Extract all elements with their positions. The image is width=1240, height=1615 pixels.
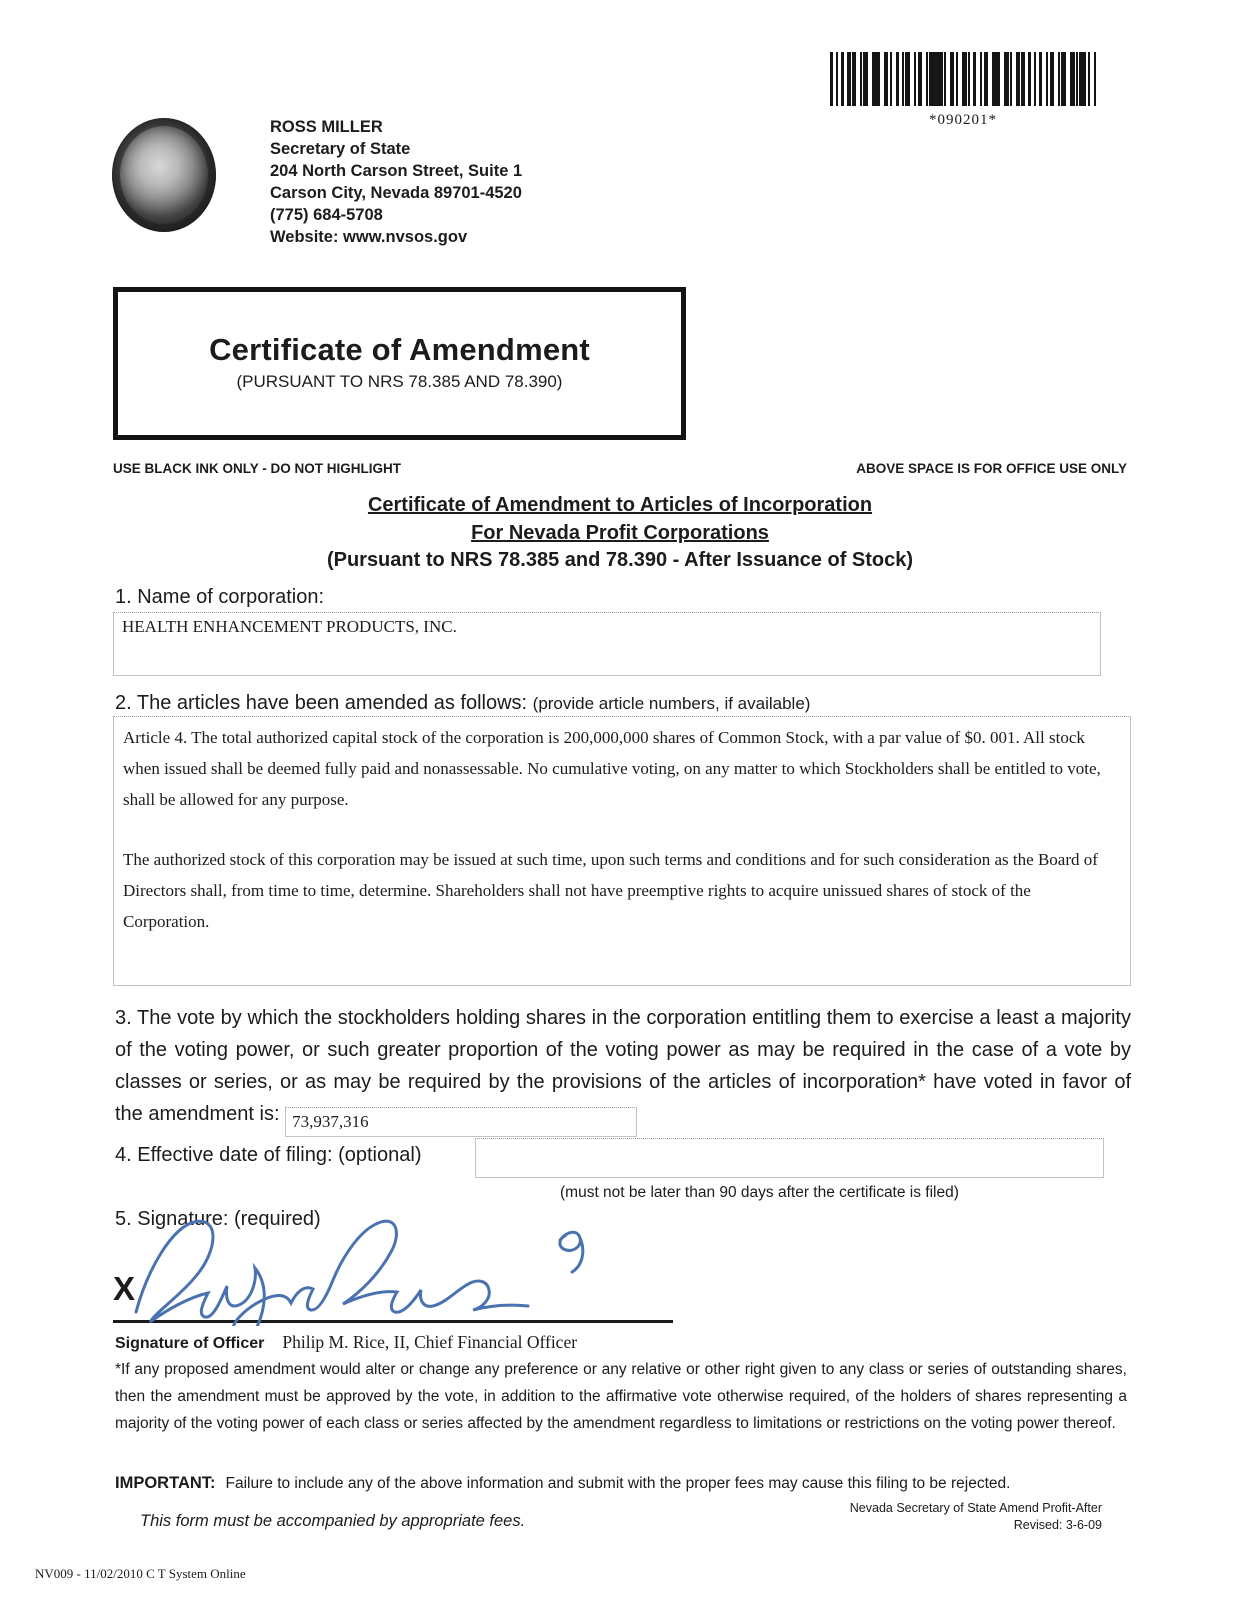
section2-label-note: (provide article numbers, if available)	[532, 694, 811, 713]
important-notice	[115, 1474, 1127, 1493]
phone-number: (775) 684-5708	[270, 206, 383, 224]
black-ink-instruction: USE BLACK INK ONLY - DO NOT HIGHLIGHT	[113, 461, 402, 476]
important-label: IMPORTANT:	[115, 1474, 216, 1492]
barcode-icon	[830, 52, 1096, 106]
heading-line1: Certificate of Amendment to Articles of Incorporation	[367, 494, 873, 516]
asterisk-footnote: *If any proposed amendment would alter or change any preference or any relative or other right given to any class or series of outstanding shares, then the amendment must be approved by the vote, in addition to the affirmative vote otherwise required, of the holders of shares representing a majority of the voting power of each class or series affected by the amendment regardless to limitations or restrictions on the voting power thereof.	[115, 1361, 1127, 1432]
section5-label: 5. Signature: (required)	[115, 1208, 321, 1230]
form-title-statute: (PURSUANT TO NRS 78.385 AND 78.390)	[236, 372, 563, 391]
signature-caption-row	[115, 1332, 577, 1353]
address-line2: Carson City, Nevada 89701-4520	[270, 184, 522, 202]
website-line: Website: www.nvsos.gov	[270, 228, 468, 246]
official-title: Secretary of State	[270, 140, 411, 158]
official-name: ROSS MILLER	[270, 118, 383, 136]
amendment-paragraph-2: The authorized stock of this corporation may be issued at such time, upon such terms and conditions and for such consideration as the Board of Directors shall, from time to time, determine. Shareholders shall not have preemptive rights to acquire unissued shares of stock of the Corporation.	[123, 850, 1098, 931]
vote-count-value: 73,937,316	[292, 1112, 369, 1131]
heading-line2: For Nevada Profit Corporations	[471, 521, 769, 544]
section2-label: 2. The articles have been amended as follows: (provide article numbers, if available)	[115, 692, 811, 714]
corporation-name-value: HEALTH ENHANCEMENT PRODUCTS, INC.	[122, 617, 457, 636]
vote-count-field[interactable]	[285, 1107, 637, 1137]
address-line1: 204 North Carson Street, Suite 1	[270, 162, 523, 180]
important-text: Failure to include any of the above information and submit with the proper fees may cause this filing to be rejected.	[225, 1475, 1011, 1492]
form-revision-date: Revised: 3-6-09	[1013, 1518, 1102, 1532]
signer-name-and-title: Philip M. Rice, II, Chief Financial Officer	[282, 1332, 578, 1352]
section4-note: (must not be later than 90 days after the certificate is filed)	[560, 1184, 959, 1201]
nevada-state-seal-icon	[112, 118, 216, 232]
office-use-instruction: ABOVE SPACE IS FOR OFFICE USE ONLY	[856, 461, 1127, 476]
form-id-footer: NV009 - 11/02/2010 C T System Online	[35, 1566, 246, 1581]
effective-date-field[interactable]	[475, 1138, 1104, 1178]
form-revision-block	[700, 1500, 1102, 1534]
section4-label: 4. Effective date of filing: (optional)	[115, 1144, 422, 1166]
form-name: Nevada Secretary of State Amend Profit-After	[849, 1501, 1102, 1515]
barcode-text: *090201*	[929, 112, 997, 128]
section3-paragraph	[115, 1002, 1131, 1137]
secretary-of-state-contact-block	[270, 116, 522, 248]
form-title: Certificate of Amendment	[209, 332, 590, 367]
corporation-name-field[interactable]	[113, 612, 1101, 676]
instruction-row	[113, 461, 1127, 476]
fees-note: This form must be accompanied by appropriate fees.	[140, 1512, 526, 1530]
amended-articles-field[interactable]	[113, 716, 1131, 986]
form-title-box	[113, 287, 686, 440]
amendment-paragraph-1: Article 4. The total authorized capital stock of the corporation is 200,000,000 shares of Common Stock, with a par value of $0. 001. All stock when issued shall be deemed fully paid and nonassessable. No cumulative voting, on any matter to which Stockholders shall be entitled to vote, shall be allowed for any purpose.	[123, 728, 1101, 809]
section3-label: 3. The vote by which the stockholders holding shares in the corporation entitling them to exercise a least a majority of the voting power, or such greater proportion of the voting power as may be required in the case of a vote by classes or series, or as may be required by the provisions of the articles of incorporation* have voted in favor of the amendment is:	[115, 1007, 1131, 1125]
section1-label: 1. Name of corporation:	[115, 586, 324, 608]
signature-of-officer-label: Signature of Officer	[115, 1335, 265, 1352]
form-heading	[0, 492, 1240, 575]
signature-x-mark: X	[113, 1270, 136, 1307]
handwritten-signature	[128, 1208, 598, 1326]
heading-line3: (Pursuant to NRS 78.385 and 78.390 - After Issuance of Stock)	[326, 549, 914, 571]
